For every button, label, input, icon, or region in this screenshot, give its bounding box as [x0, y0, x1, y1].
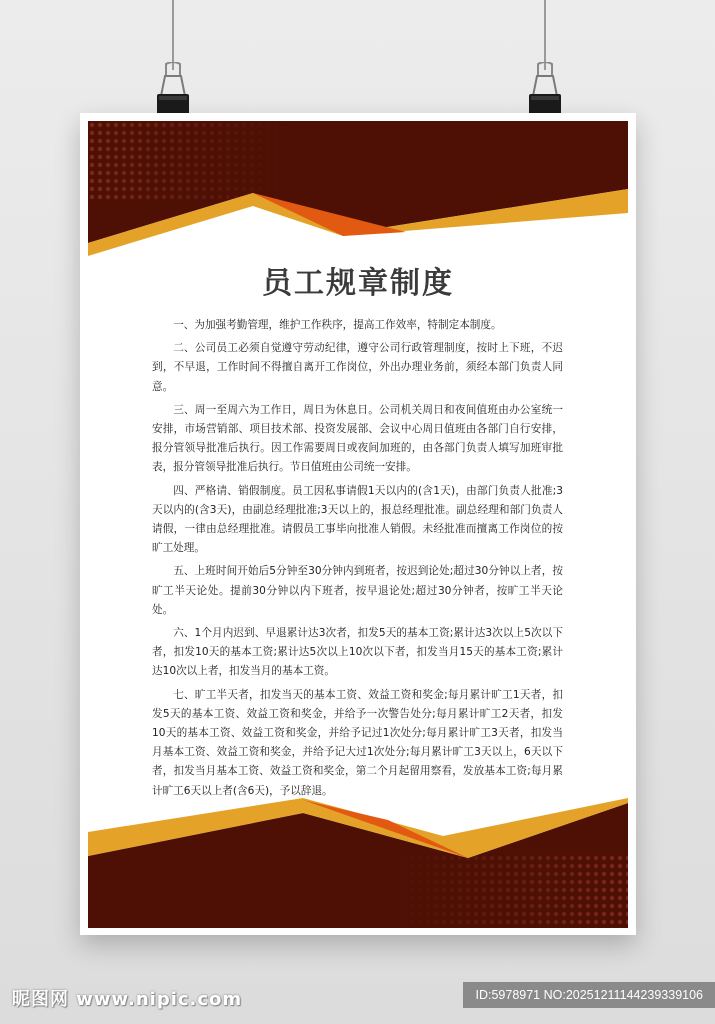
- site-watermark-logo: 昵图网 www.nipic.com: [12, 989, 243, 1010]
- page-title: 员工规章制度: [262, 266, 454, 301]
- hanging-wire-right: [544, 0, 546, 70]
- image-id-label: ID:5978971 NO:20251211144239339106: [463, 982, 715, 1008]
- poster: [80, 113, 636, 935]
- regulation-paragraph: 五、上班时间开始后5分钟至30分钟内到班者，按迟到论处;超过30分钟以上者，按旷工半天论处。提前30分钟以内下班者，按早退论处;超过30分钟者，按旷工半天论处。: [152, 565, 563, 616]
- regulation-paragraph: 七、旷工半天者，扣发当天的基本工资、效益工资和奖金;每月累计旷工1天者，扣发5天的基本工资、效益工资和奖金，并给予一次警告处分;每月累计旷工2天者，扣发10天的基本工资、效益工资和奖金，并给予记过1次处分;每月累计旷工3天者，扣发当月基本工资、效益工资和奖金，并给予记大过1次处分;每月累计旷工3天以上，6天以下者，扣发当月基本工资、效益工资和奖金，第二个月起留用察看，发放基本工资;每月累计旷工6天以上者(含6天)，予以辞退。: [152, 688, 563, 797]
- hanging-wire-left: [172, 0, 174, 70]
- regulation-paragraph: 三、周一至周六为工作日，周日为休息日。公司机关周日和夜间值班由办公室统一安排，市场营销部、项目技术部、投资发展部、会议中心周日值班由各部门自行安排，报分管领导批准后执行。因工作需要周日或夜间加班的，由各部门负责人填写加班审批表，报分管领导批准后执行。节日值班由公司统一安排。: [152, 403, 563, 474]
- regulation-paragraph: 一、为加强考勤管理，维护工作秩序，提高工作效率，特制定本制度。: [173, 319, 502, 331]
- regulations-body: [152, 316, 563, 805]
- regulation-paragraph: 二、公司员工必须自觉遵守劳动纪律，遵守公司行政管理制度，按时上下班，不迟到，不早退，工作时间不得擅自离开工作岗位，外出办理业务前，须经本部门负责人同意。: [152, 342, 563, 393]
- regulation-paragraph: 四、严格请、销假制度。员工因私事请假1天以内的(含1天)，由部门负责人批准;3天以内的(含3天)，由副总经理批准;3天以上的，报总经理批准。副总经理和部门负责人请假，一律由总经理批准。请假员工事毕向批准人销假。未经批准而擅离工作岗位的按旷工处理。: [152, 484, 563, 555]
- bottom-decoration: [88, 798, 628, 928]
- top-decoration: [88, 121, 628, 256]
- regulation-paragraph: 六、1个月内迟到、早退累计达3次者，扣发5天的基本工资;累计达3次以上5次以下者，扣发10天的基本工资;累计达5次以上10次以下者，扣发当月15天的基本工资;累计达10次以上者，扣发当月的基本工资。: [152, 627, 563, 678]
